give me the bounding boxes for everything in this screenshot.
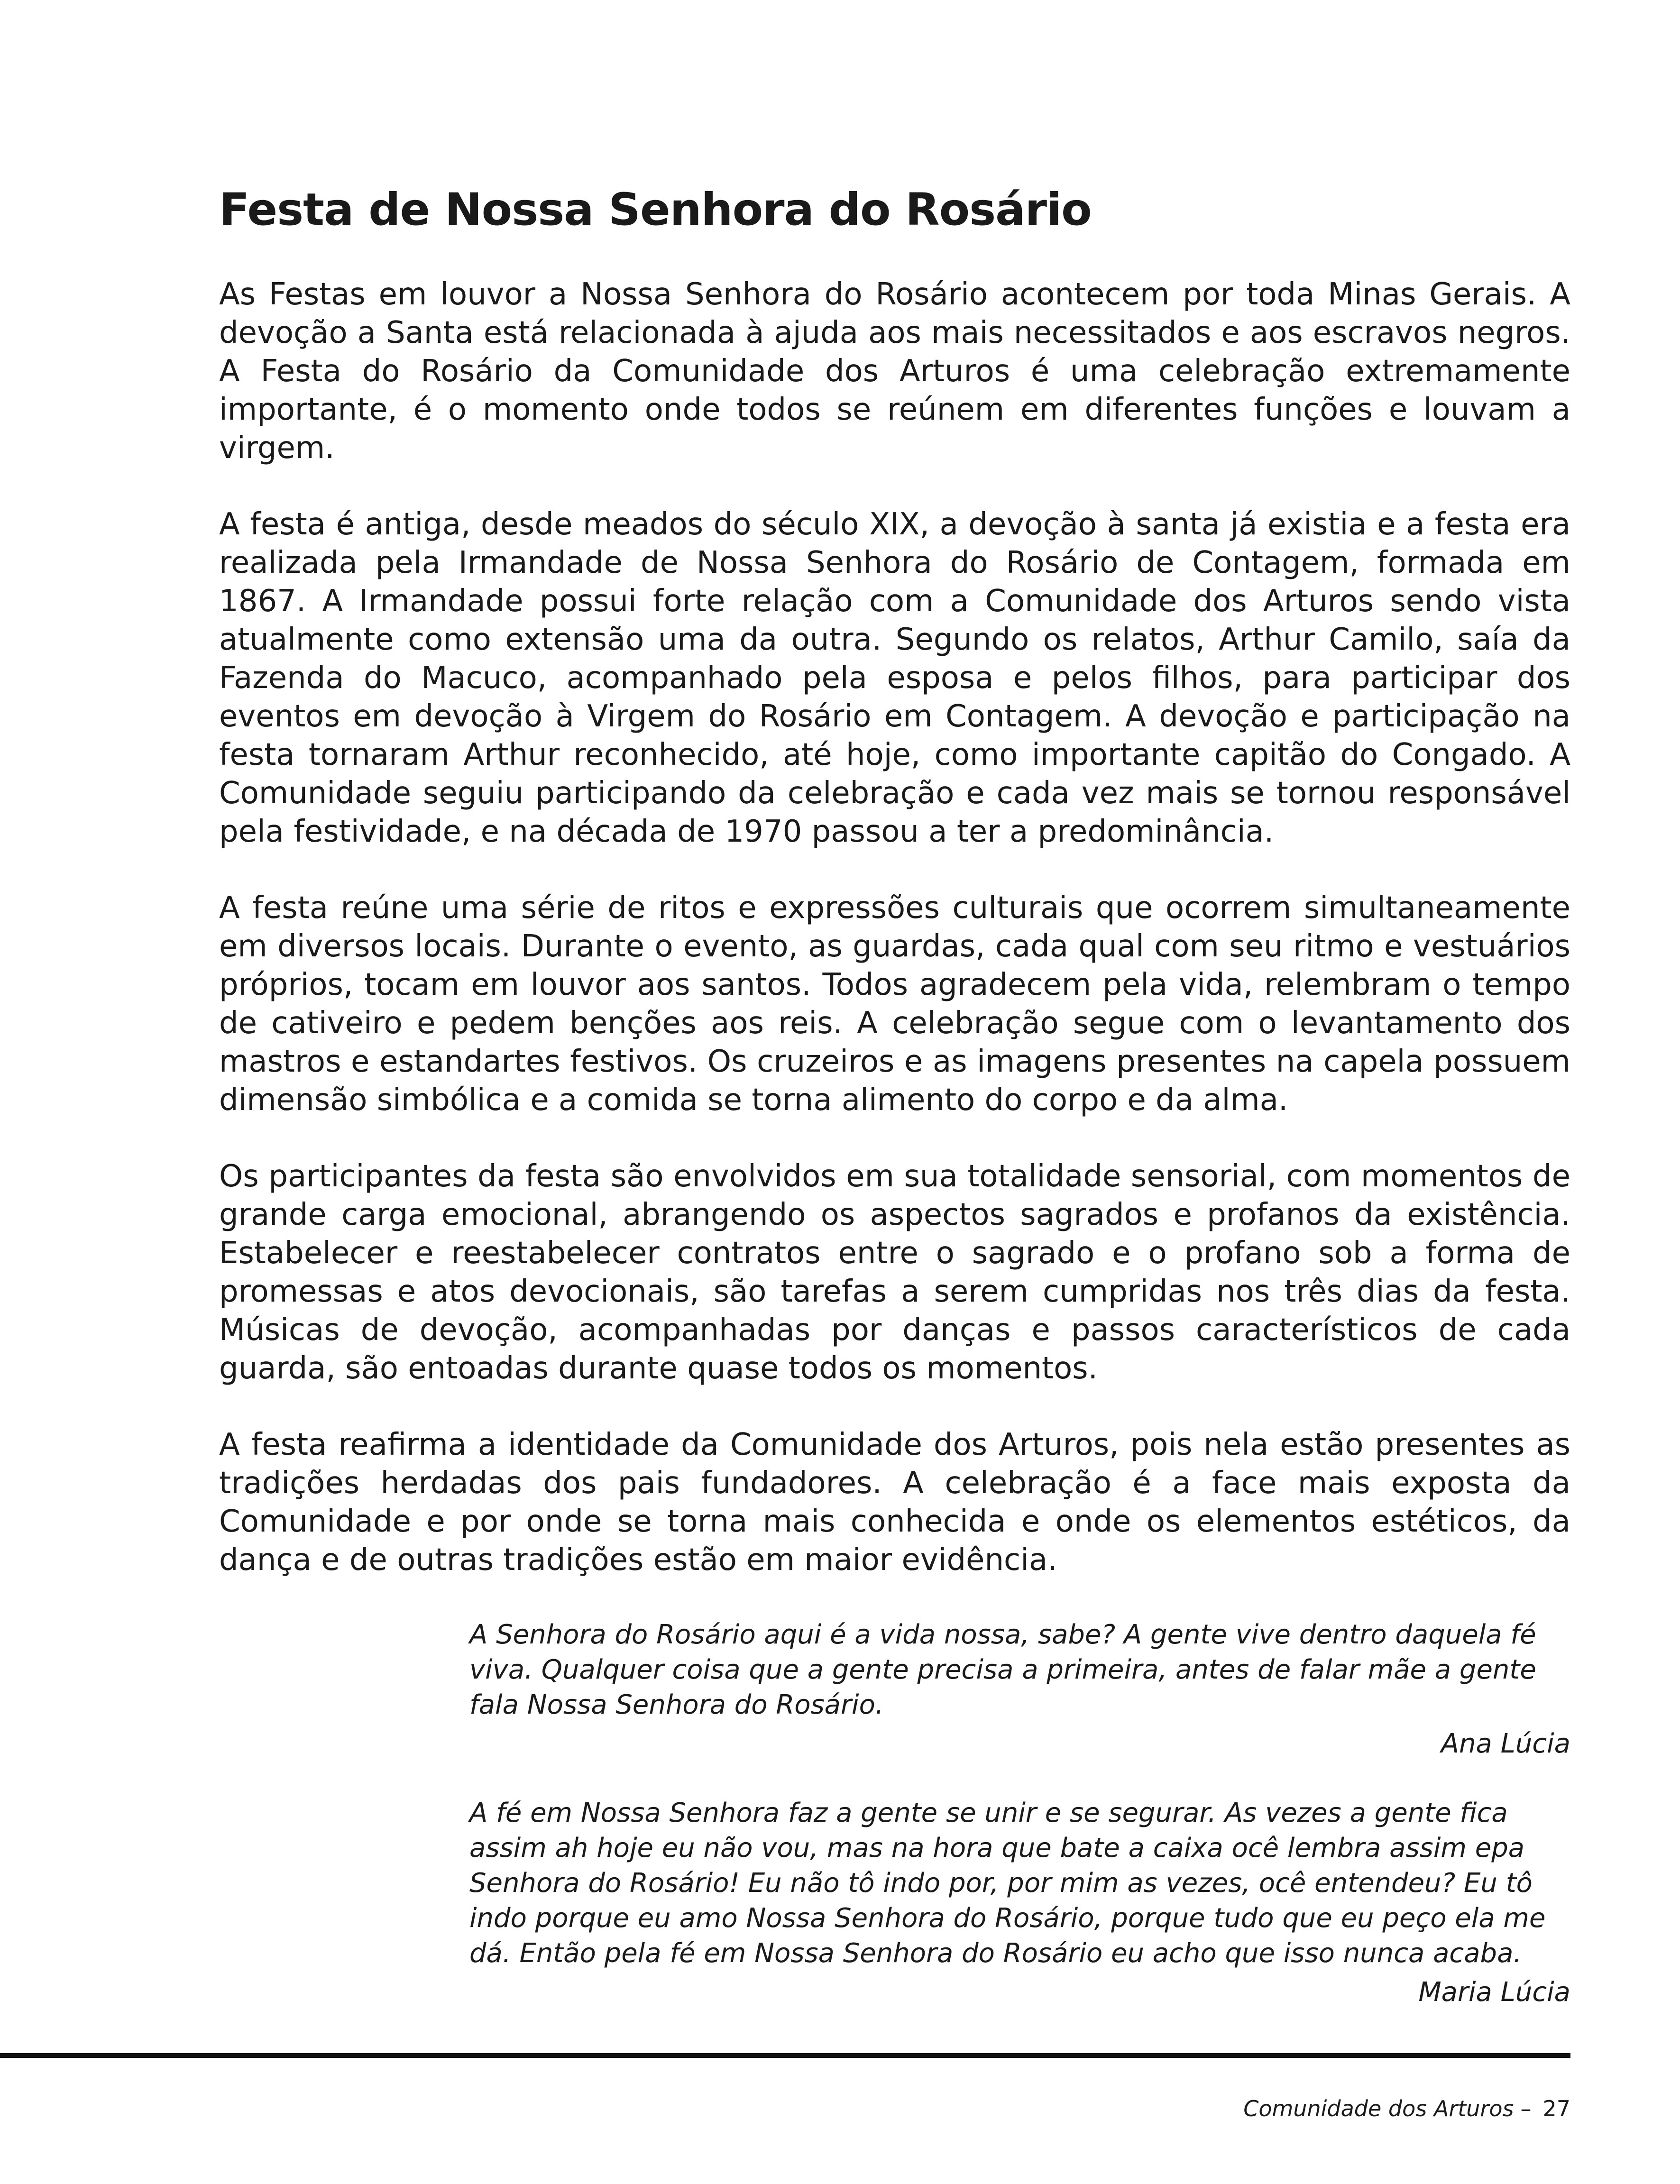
quote-block xyxy=(469,1617,1570,1762)
footer-publication: Comunidade dos Arturos xyxy=(1243,2096,1514,2121)
quote-text: A Senhora do Rosário aqui é a vida nossa, sabe? A gente vive dentro daquela fé viva. Qualquer coisa que a gente precisa a primeira, antes de falar mãe a gente fala Nossa Senhora do Rosário. xyxy=(469,1619,1536,1721)
body-paragraph-5: A festa reafirma a identidade da Comunidade dos Arturos, pois nela estão presentes as tradições herdadas dos pais fundadores. A celebração é a face mais exposta da Comunidade e por onde se torna mais conhecida e onde os elementos estéticos, da dança e de outras tradições estão em maior evidência. xyxy=(219,1427,1570,1578)
body-paragraph-4: Os participantes da festa são envolvidos em sua totalidade sensorial, com momentos de grande carga emocional, abrangendo os aspectos sagrados e profanos da existência. Estabelecer e reestabelecer contratos entre o sagrado e o profano sob a forma de promessas e atos devocionais, são tarefas a serem cumpridas nos três dias da festa. Músicas de devoção, acompanhadas por danças e passos característicos de cada guarda, são entoadas durante quase todos os momentos. xyxy=(219,1159,1570,1386)
footer-divider xyxy=(0,2053,1570,2058)
page-title: Festa de Nossa Senhora do Rosário xyxy=(219,184,1092,236)
quote-author: Ana Lúcia xyxy=(1441,1728,1570,1760)
page-number: 27 xyxy=(1542,2096,1570,2121)
page-content xyxy=(219,185,1570,2044)
body-paragraph-1: As Festas em louvor a Nossa Senhora do Rosário acontecem por toda Minas Gerais. A devoção a Santa está relacionada à ajuda aos mais necessitados e aos escravos negros. A Festa do Rosário da Comunidade dos Arturos é uma celebração extremamente importante, é o momento onde todos se reúnem em diferentes funções e louvam a virgem. xyxy=(219,277,1570,466)
page-footer xyxy=(1243,2096,1570,2121)
body-paragraph-3: A festa reúne uma série de ritos e expressões culturais que ocorrem simultaneamente em diversos locais. Durante o evento, as guardas, cada qual com seu ritmo e vestuários próprios, tocam em louvor aos santos. Todos agradecem pela vida, relembram o tempo de cativeiro e pedem benções aos reis. A celebração segue com o levantamento dos mastros e estandartes festivos. Os cruzeiros e as imagens presentes na capela possuem dimensão simbólica e a comida se torna alimento do corpo e da alma. xyxy=(219,890,1570,1118)
quote-block xyxy=(469,1796,1570,2010)
footer-separator: – xyxy=(1520,2096,1532,2121)
body-paragraph-2: A festa é antiga, desde meados do século XIX, a devoção à santa já existia e a festa era realizada pela Irmandade de Nossa Senhora do Rosário de Contagem, formada em 1867. A Irmandade possui forte relação com a Comunidade dos Arturos sendo vista atualmente como extensão uma da outra. Segundo os relatos, Arthur Camilo, saía da Fazenda do Macuco, acompanhado pela esposa e pelos filhos, para participar dos eventos em devoção à Virgem do Rosário em Contagem. A devoção e participação na festa tornaram Arthur reconhecido, até hoje, como importante capitão do Congado. A Comunidade seguiu participando da celebração e cada vez mais se tornou responsável pela festividade, e na década de 1970 passou a ter a predominância. xyxy=(219,507,1570,850)
testimonial-quotes xyxy=(469,1617,1570,2010)
quote-author: Maria Lúcia xyxy=(1418,1977,1570,2008)
quote-text: A fé em Nossa Senhora faz a gente se unir e se segurar. As vezes a gente fica assim ah hoje eu não vou, mas na hora que bate a caixa ocê lembra assim epa Senhora do Rosário! Eu não tô indo por, por mim as vezes, ocê entendeu? Eu tô indo porque eu amo Nossa Senhora do Rosário, porque tudo que eu peço ela me dá. Então pela fé em Nossa Senhora do Rosário eu acho que isso nunca acaba. xyxy=(469,1798,1546,1969)
